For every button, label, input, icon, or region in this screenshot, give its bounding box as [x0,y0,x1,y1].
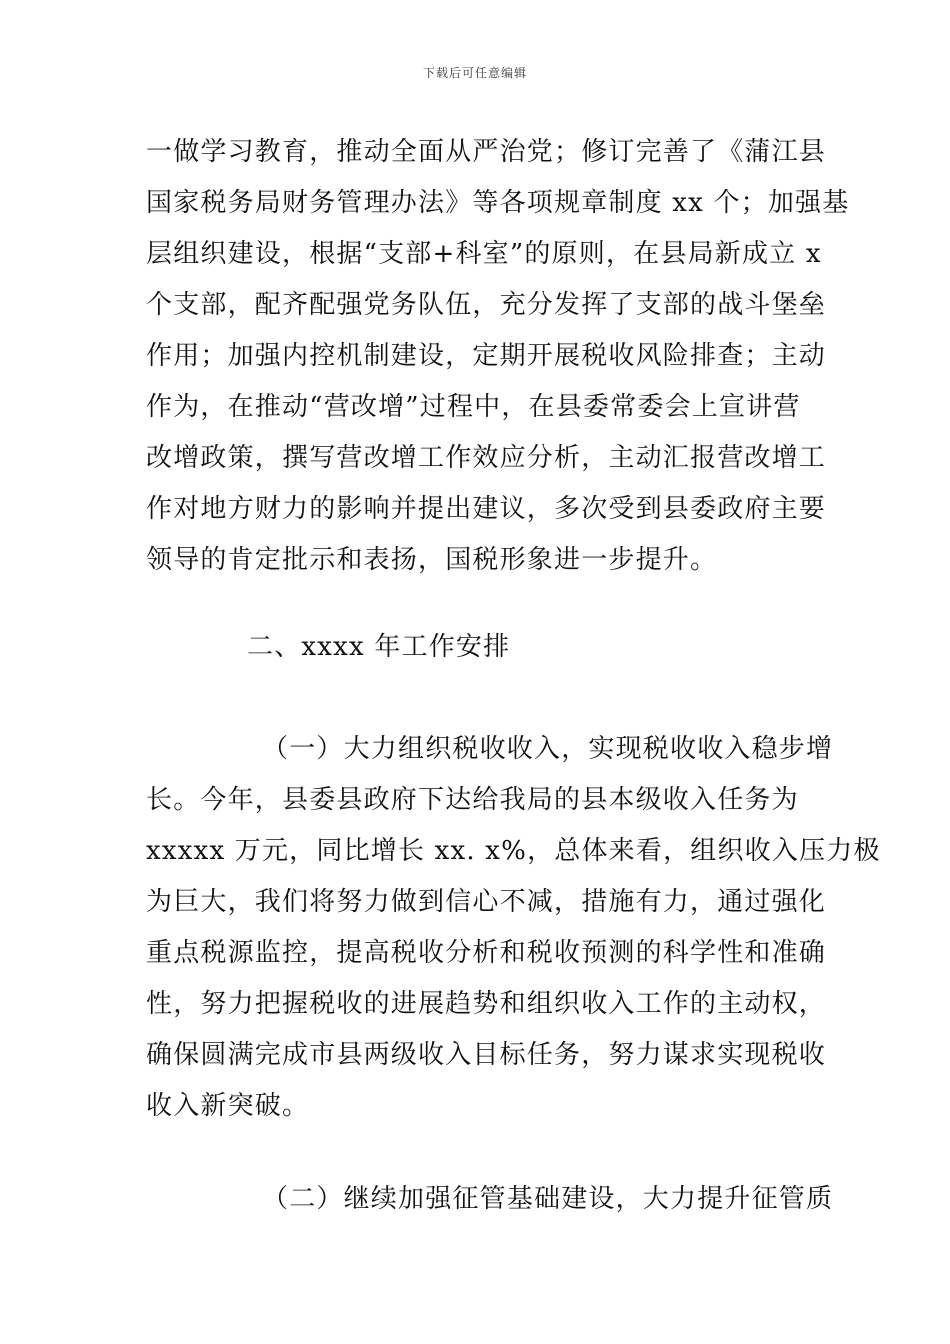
paragraph-2-line-7: 确保圆满完成市县两级收入目标任务，努力谋求实现税收 [146,1040,827,1070]
paragraph-1-line-8: 作对地方财力的影响并提出建议，多次受到县委政府主要 [146,494,827,524]
section-heading: 二、xxxx 年工作安排 [247,632,511,662]
paragraph-2-line-5: 重点税源监控，提高税收分析和税收预测的科学性和准确 [146,938,827,968]
paragraph-3-line-1: （二）继续加强征管基础建设，大力提升征管质 [262,1184,834,1214]
paragraph-1-line-6: 作为，在推动“营改增”过程中，在县委常委会上宣讲营 [146,392,801,422]
paragraph-2-line-2: 长。今年，县委县政府下达给我局的县本级收入任务为 [146,785,799,815]
paragraph-1-line-5: 作用；加强内控机制建设，定期开展税收风险排查；主动 [146,341,827,371]
page-header: 下载后可任意编辑 [422,66,527,80]
paragraph-1-line-4: 个支部，配齐配强党务队伍，充分发挥了支部的战斗堡垒 [146,290,827,320]
paragraph-1-line-9: 领导的肯定批示和表扬，国税形象进一步提升。 [146,545,718,575]
paragraph-1-line-2: 国家税务局财务管理办法》等各项规章制度 xx 个；加强基 [146,188,850,218]
paragraph-2-line-4: 为巨大，我们将努力做到信心不减，措施有力，通过强化 [146,887,827,917]
paragraph-2-line-3: xxxxx 万元，同比增长 xx. x%，总体来看，组织收入压力极 [146,836,881,866]
paragraph-2-line-6: 性，努力把握税收的进展趋势和组织收入工作的主动权， [146,989,827,1019]
paragraph-2-line-1: （一）大力组织税收收入，实现税收收入稳步增 [262,734,834,764]
paragraph-1-line-3: 层组织建设，根据“支部+科室”的原则，在县局新成立 x [146,239,822,269]
paragraph-1-line-7: 改增政策，撰写营改增工作效应分析，主动汇报营改增工 [146,443,827,473]
paragraph-1-line-1: 一做学习教育，推动全面从严治党；修订完善了《蒲江县 [146,137,827,167]
paragraph-2-line-8: 收入新突破。 [146,1091,310,1121]
